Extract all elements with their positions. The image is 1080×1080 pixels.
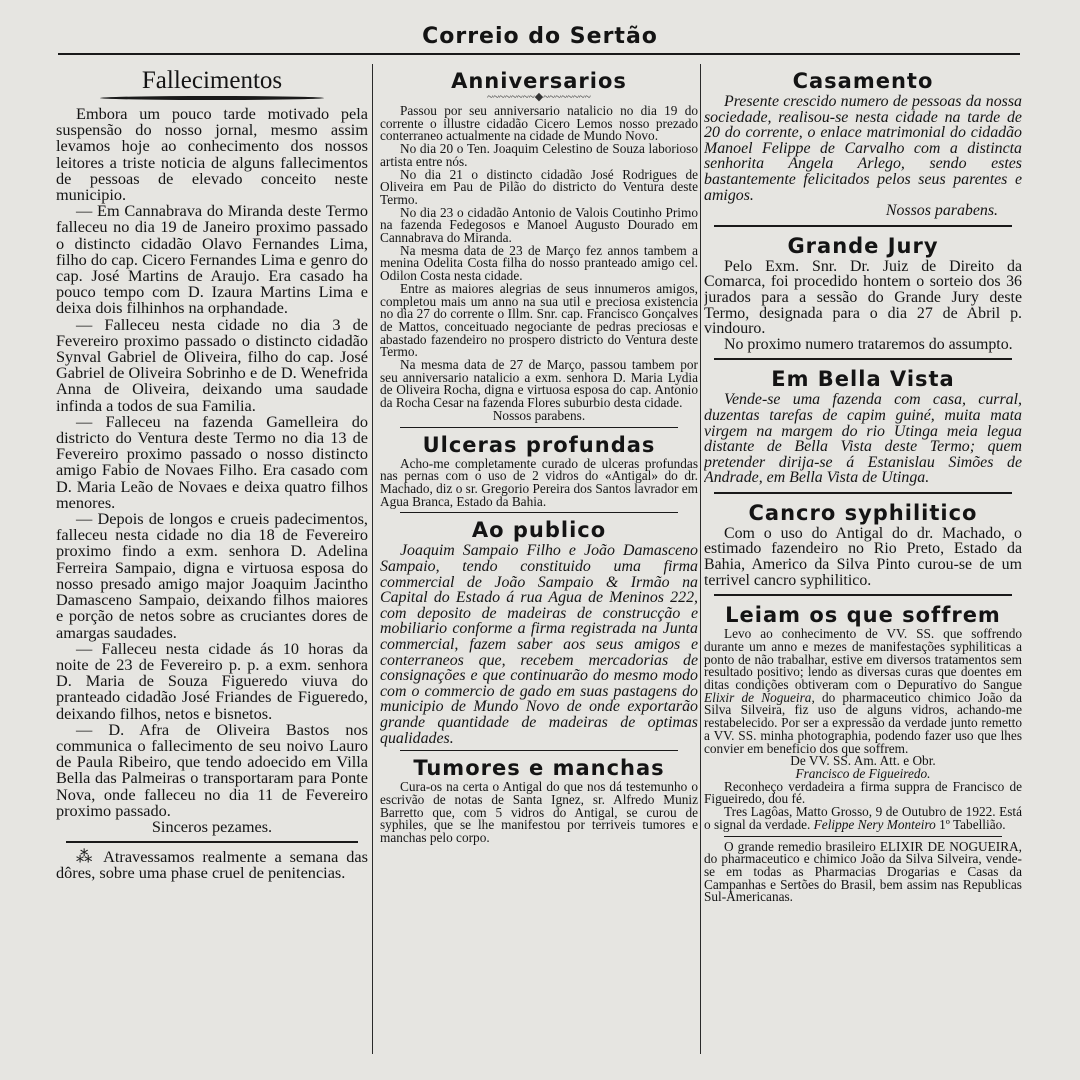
fallecimentos-paragraph: — D. Afra de Oliveira Bastos nos communica o fallecimento de seu noivo Lauro de Paula Ribeiro, que tendo adoecido em Villa Bella das Palmeiras o transportaram para Ponte Nova, onde falleceu no dia 11 de Fevereiro proximo passado. (56, 719, 368, 820)
bella-vista-title: Em Bella Vista (771, 367, 955, 392)
ulceras-title: Ulceras profundas (422, 432, 656, 457)
column-2 (380, 66, 698, 1056)
leiam-paragraph: Reconheço verdadeira a firma suppra de Francisco de Figueiredo, dou fé. (704, 778, 1022, 807)
section-rule (400, 512, 678, 513)
grande-jury-paragraph: No proximo numero trataremos do assumpto. (724, 335, 1013, 353)
column-divider-2 (700, 64, 701, 1054)
title-ornament (100, 96, 325, 100)
anniversarios-paragraph: No dia 20 o Ten. Joaquim Celestino de Souza laborioso artista entre nós. (380, 141, 698, 169)
casamento-text: Presente crescido numero de pessoas da nossa sociedade, realisou-se nesta cidade na tarde de 20 do corrente, o enlace matrimonial do cidadão Manoel Felippe de Carvalho com a distincta senhorita Angela Arlego, sendo estes bastantemente felicitados pelos seus parentes e amigos. (704, 93, 1022, 204)
grande-jury-paragraph: Pelo Exm. Snr. Dr. Juiz de Direito da Comarca, foi procedido hontem o sorteio dos 36 jurados para a sessão do Grande Jury deste Termo, designada para o dia 27 de Abril p. vindouro. (704, 257, 1022, 338)
casamento-closing: Nossos parabens. (885, 202, 998, 220)
tumores-text: Cura-os na certa o Antigal do que nos dá testemunho o escrivão de notas de Santa Ignez, sr. Alfredo Muniz Barretto que, com 5 vidros do Antigal, se curou de syphiles, que se lhe manifestou por terriveis tumores e manchas pelo corpo. (380, 779, 698, 845)
section-rule (400, 750, 678, 751)
leiam-title: Leiam os que soffrem (725, 603, 1001, 628)
casamento-title: Casamento (792, 69, 934, 93)
cancro-text: Com o uso do Antigal do dr. Machado, o estimado fazendeiro no Rio Preto, Estado da Bahia, Americo da Silva Pinto curou-se de um terrivel cancro syphilitico. (704, 524, 1022, 589)
leiam-paragraph: Levo ao conhecimento de VV. SS. que soffrendo durante um anno e mezes de manifestações syphiliticas a ponto de não trabalhar, estive em diversos tratamentos sem resultado positivo; lendo as diversas curas que doentes em ditas condições obtiveram com o Depurativo do Sangue Elixir de Nogueira, do pharmaceutico chimico João da Silva Silveira, fiz uso de alguns vidros, achando-me restabelecido. Por ser a expressão da verdade junto remetto a VV. SS. minha photographia, podendo fazer uso que lhes convier em beneficio dos que soffrem. (704, 626, 1022, 756)
fallecimentos-paragraph: — Depois de longos e crueis padecimentos, falleceu nesta cidade no dia 18 de Fevereiro proximo findo a exm. senhora D. Adelina Ferreira Sampaio, digna e virtuosa esposa do nosso presado amigo major Joaquim Jacintho Damasceno Sampaio, deixando filhos maiores e porção de netos sobre as cruciantes dores de amargas saudades. (56, 509, 368, 642)
anniversarios-paragraph: Entre as maiores alegrias de seus innumeros amigos, completou mais um anno na sua util e preciosa existencia no dia 27 do corrente o Illm. Snr. cap. Francisco Gonçalves de Mattos, conceituado negociante de pedras preciosas e abastado fazendeiro no prospero districto do Ventura deste Termo. (380, 280, 698, 360)
section-rule (66, 841, 358, 843)
title-flourish: ~~~~~~~~◆~~~~~~~~ (487, 91, 591, 103)
anniversarios-paragraph: No dia 21 o distincto cidadão José Rodrigues de Oliveira em Pau de Pilão do districto do Ventura deste Termo. (380, 166, 698, 207)
tumores-title: Tumores e manchas (413, 756, 665, 781)
section-rule (714, 594, 1012, 596)
section-rule (714, 225, 1012, 227)
grande-jury-title: Grande Jury (787, 233, 939, 258)
anniversarios-paragraph: Na mesma data de 27 de Março, passou tambem por seu anniversario natalicio a exm. senhora D. Maria Lydia de Oliveira Rocha, digna e virtuosa esposa do cap. Antonio da Rocha Cesar na fazenda Flores suburbio desta cidade. (380, 357, 698, 411)
column-3 (704, 66, 1022, 1056)
leiam-signature-line: De VV. SS. Am. Att. e Obr. (790, 753, 936, 769)
section-rule (400, 427, 678, 428)
fallecimentos-paragraph: Embora um pouco tarde motivado pela suspensão do nosso jornal, mesmo assim levamos hoje ao conhecimento dos nossos leitores a triste noticia de alguns fallecimentos de pessoas de elevado conceito neste municipio. (56, 104, 368, 205)
ulceras-text: Acho-me completamente curado de ulceras profundas nas pernas com o uso de 2 vidros do «Antigal» do dr. Machado, diz o sr. Gregorio Pereira dos Santos lavrador em Agua Branca, Estado da Bahia. (380, 455, 698, 509)
anniversarios-paragraph: Na mesma data de 23 de Março fez annos tambem a menina Odelita Costa filha do nosso pranteado amigo cel. Odilon Costa nesta cidade. (380, 242, 698, 284)
section-rule (724, 836, 1002, 837)
anniversarios-title: Anniversarios (451, 69, 627, 93)
anniversarios-closing: Nossos parabens. (492, 407, 586, 423)
cancro-title: Cancro syphilitico (748, 500, 978, 525)
section-rule (714, 492, 1012, 494)
section-rule (714, 358, 1012, 360)
leiam-paragraph: O grande remedio brasileiro ELIXIR DE NOGUEIRA, do pharmaceutico e chimico João da Silva Silveira, vende-se em todas as Pharmacias Drogarias e Casas da Campanhas e Sertões do Brasil, bem assim nas Republicas Sul-Americanas. (704, 838, 1022, 905)
column-1 (56, 66, 368, 1056)
column-divider-1 (372, 64, 373, 1054)
anniversarios-paragraph: No dia 23 o cidadão Antonio de Valois Coutinho Primo na fazenda Fedegosos e Manoel Augusto Dourado em Cannabrava do Miranda. (380, 204, 698, 246)
brief-note: ⁂ Atravessamos realmente a semana das dôres, sobre uma phase cruel de penitencias. (56, 847, 368, 883)
fallecimentos-paragraph: — Falleceu nesta cidade ás 10 horas da noite de 23 de Fevereiro p. p. a exm. senhora D. Maria de Souza Figueredo viuva do pranteado cidadão José Friandes de Figueredo, deixando filhos, netos e bisnetos. (56, 638, 368, 723)
fallecimentos-title: Fallecimentos (141, 67, 283, 94)
leiam-paragraph: Tres Lagôas, Matto Grosso, 9 de Outubro de 1922. Está o signal da verdade. Felippe Nery Monteiro 1º Tabellião. (704, 804, 1022, 832)
masthead-rule (58, 53, 1020, 55)
ao-publico-text: Joaquim Sampaio Filho e João Damasceno Sampaio, tendo constituido uma firma commercial de João Sampaio & Irmão na Capital do Estado á rua Agua de Meninos 222, com deposito de madeiras de construcção e mobiliario conforme a firma registrada na Junta commercial, fazem saber aos seus amigos e conterraneos que, recebem mercadorias de consignações e que continuarão do mesmo modo com o commercio de gado em suas pastagens do municipio de Mundo Novo de onde exportarão grande quantidade de madeiras de optimas qualidades. (380, 542, 698, 747)
leiam-signature-name: Francisco de Figueiredo. (795, 765, 931, 781)
bella-vista-text: Vende-se uma fazenda com casa, curral, duzentas tarefas de capim guiné, muita mata virgem na margem do rio Utinga meia legua distante de Bella Vista deste Termo; quem pretender dirija-se á Estanislau Simões de Andrade, em Bella Vista de Utinga. (704, 391, 1022, 487)
fallecimentos-paragraph: — Em Cannabrava do Miranda deste Termo falleceu no dia 19 de Janeiro proximo passado o distincto cidadão Olavo Fernandes Lima, filho do cap. Cicero Fernandes Lima e genro do cap. José Martins de Araujo. Era casado ha pouco tempo com D. Izaura Martins Lima e deixa dois filhinhos na orphandade. (56, 201, 368, 318)
anniversarios-paragraph: Passou por seu anniversario natalicio no dia 19 do corrente o illustre cidadão Cicero Lemos nosso prezado conterraneo actualmente na cidade de Mundo Novo. (380, 103, 698, 144)
fallecimentos-paragraph: — Falleceu na fazenda Gamelleira do districto do Ventura deste Termo no dia 13 de Fevereiro proximo passado o nosso distincto amigo Fabio de Novaes Filho. Era casado com D. Maria Leão de Novaes e deixa quatro filhos menores. (56, 411, 368, 512)
fallecimentos-closing: Sinceros pezames. (151, 816, 273, 836)
fallecimentos-paragraph: — Falleceu nesta cidade no dia 3 de Fevereiro proximo passado o distincto cidadão Synval Gabriel de Oliveira, filho do cap. José Gabriel de Oliveira Sobrinho e de D. Wenefrida Anna de Oliveira, deixando uma saudade infinda a todos de sua Familia. (56, 314, 368, 415)
ao-publico-title: Ao publico (471, 518, 607, 543)
masthead: Correio do Sertão (422, 24, 658, 49)
